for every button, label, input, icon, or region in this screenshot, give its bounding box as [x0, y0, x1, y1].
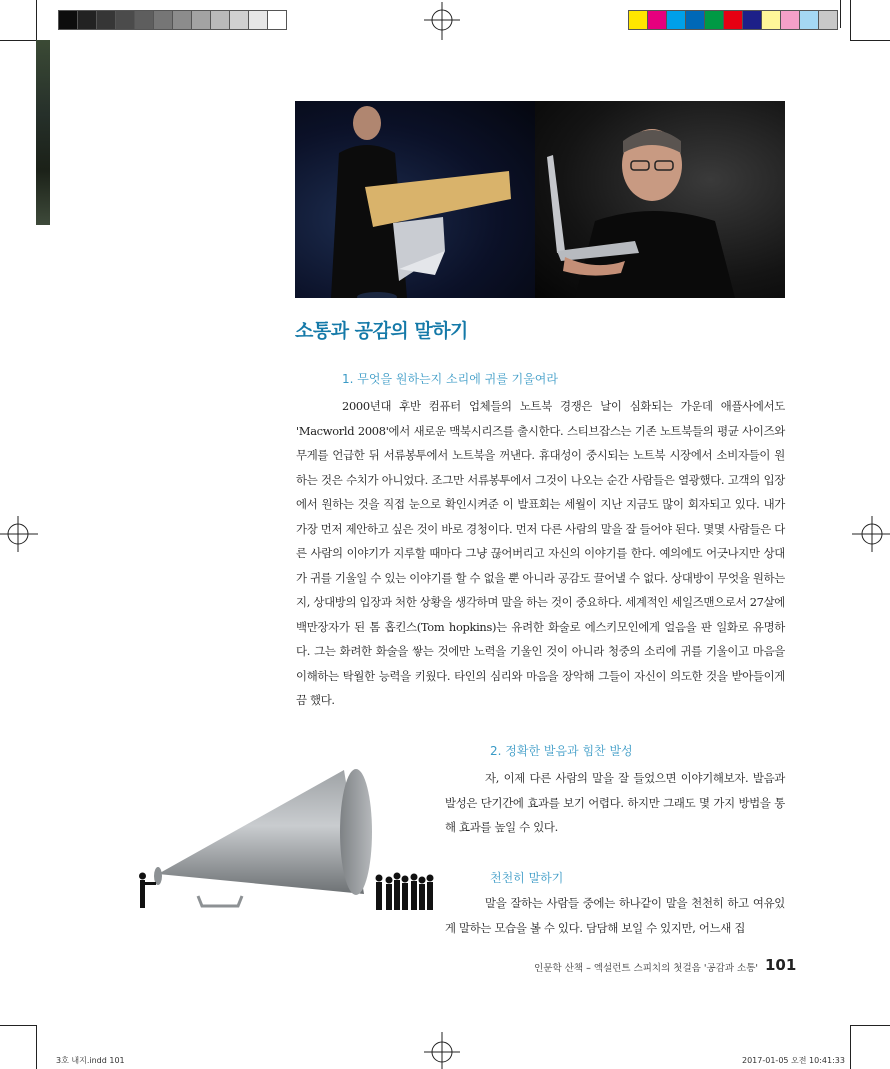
subsection-body-2 — [445, 766, 785, 840]
subsection-body-3 — [445, 891, 785, 940]
subsection-body-1 — [296, 394, 785, 713]
registration-mark-right — [850, 514, 890, 554]
gray-swatch — [78, 11, 97, 29]
color-swatch — [648, 11, 667, 29]
hero-photo — [295, 101, 785, 298]
gray-swatch — [173, 11, 192, 29]
color-swatch — [781, 11, 800, 29]
crop-mark — [0, 40, 36, 41]
crop-mark — [850, 0, 851, 40]
subsection-heading-2: 2. 정확한 발음과 힘찬 발성 — [490, 744, 633, 758]
subsection-heading-1: 1. 무엇을 원하는지 소리에 귀를 기울여라 — [342, 372, 558, 386]
gray-swatch — [268, 11, 286, 29]
megaphone-illustration — [128, 756, 438, 914]
section-title: 소통과 공감의 말하기 — [295, 320, 468, 342]
crop-mark — [36, 0, 37, 40]
gray-swatch — [59, 11, 78, 29]
body-text: 자, 이제 다른 사람의 말을 잘 들었으면 이야기해보자. 발음과 발성은 단기간에 효과를 보기 어렵다. 하지만 그래도 몇 가지 방법을 통해 효과를 높일 수 있다. — [445, 771, 785, 834]
gray-swatch — [97, 11, 116, 29]
color-swatch — [800, 11, 819, 29]
gray-swatch — [192, 11, 211, 29]
crop-mark — [840, 0, 841, 28]
color-swatch — [629, 11, 648, 29]
subsection-heading-3: 천천히 말하기 — [490, 871, 564, 885]
gray-swatch — [135, 11, 154, 29]
color-swatch — [686, 11, 705, 29]
registration-mark-left — [0, 514, 40, 554]
photo-icon — [295, 101, 785, 298]
body-text: 말을 잘하는 사람들 중에는 하나같이 말을 천천히 하고 여유있게 말하는 모습을 볼 수 있다. 담담해 보일 수 있지만, 어느새 집 — [445, 896, 785, 935]
running-footer: 인문학 산책 – 엑설런트 스피치의 첫걸음 '공감과 소통' — [534, 963, 758, 974]
color-swatch — [762, 11, 781, 29]
color-swatch — [724, 11, 743, 29]
gray-color-bar — [58, 10, 287, 30]
slug-file: 3호 내지.indd 101 — [56, 1056, 125, 1065]
body-text: 2000년대 후반 컴퓨터 업체들의 노트북 경쟁은 날이 심화되는 가운데 애플사에서도 'Macworld 2008'에서 새로운 맥북시리즈를 출시한다. 스티브잡스는 기존 노트북들의 평균 사이즈와 무게를 언급한 뒤 서류봉투에서 노트북을 꺼낸다. 휴대성이 중시되는 노트북 시장에서 소비자들이 원하는 것은 수치가 아니었다. 조그만 서류봉투에서 그것이 나오는 순간 사람들은 열광했다. 고객의 입장에서 원하는 것을 직접 눈으로 확인시켜준 이 발표회는 세월이 지난 지금도 많이 회자되고 있다. 내가 가장 먼저 제안하고 싶은 것이 바로 경청이다. 먼저 다른 사람의 말을 잘 들어야 된다. 몇몇 사람들은 다른 사람의 이야기가 지루할 때마다 그냥 끊어버리고 자신의 이야기를 한다. 예의에도 어긋나지만 상대가 귀를 기울일 수 있는 이야기를 할 수 없을 뿐 아니라 공감도 끌어낼 수 없다. 상대방이 무엇을 원하는지, 상대방의 입장과 처한 상황을 생각하며 말을 하는 것이 중요하다. 세계적인 세일즈맨으로서 27살에 백만장자가 된 톰 홉킨스(Tom hopkins)는 유려한 화술로 에스키모인에게 얼음을 판 일화로 유명하다. 그는 화려한 화술을 쌓는 것에만 노력을 기울인 것이 아니라 청중의 소리에 귀를 기울이고 마음을 이해하는 탁월한 능력을 키웠다. 타인의 심리와 마음을 장악해 그들이 자신이 의도한 것을 받아들이게끔 했다. — [296, 399, 785, 707]
color-swatch — [705, 11, 724, 29]
gray-swatch — [230, 11, 249, 29]
crop-mark — [36, 1025, 37, 1069]
gray-swatch — [211, 11, 230, 29]
gray-swatch — [154, 11, 173, 29]
crop-mark — [0, 1025, 36, 1026]
gray-swatch — [249, 11, 268, 29]
page-number: 101 — [765, 956, 797, 974]
color-swatch — [667, 11, 686, 29]
process-color-bar — [628, 10, 838, 30]
color-swatch — [819, 11, 837, 29]
crop-mark — [850, 1025, 851, 1069]
color-swatch — [743, 11, 762, 29]
registration-mark-bottom — [422, 1030, 462, 1069]
crop-mark — [850, 40, 890, 41]
registration-mark-top — [422, 2, 462, 42]
slug-timestamp: 2017-01-05 오전 10:41:33 — [742, 1056, 845, 1065]
gray-swatch — [116, 11, 135, 29]
bleed-strip — [36, 40, 50, 225]
crop-mark — [850, 1025, 890, 1026]
